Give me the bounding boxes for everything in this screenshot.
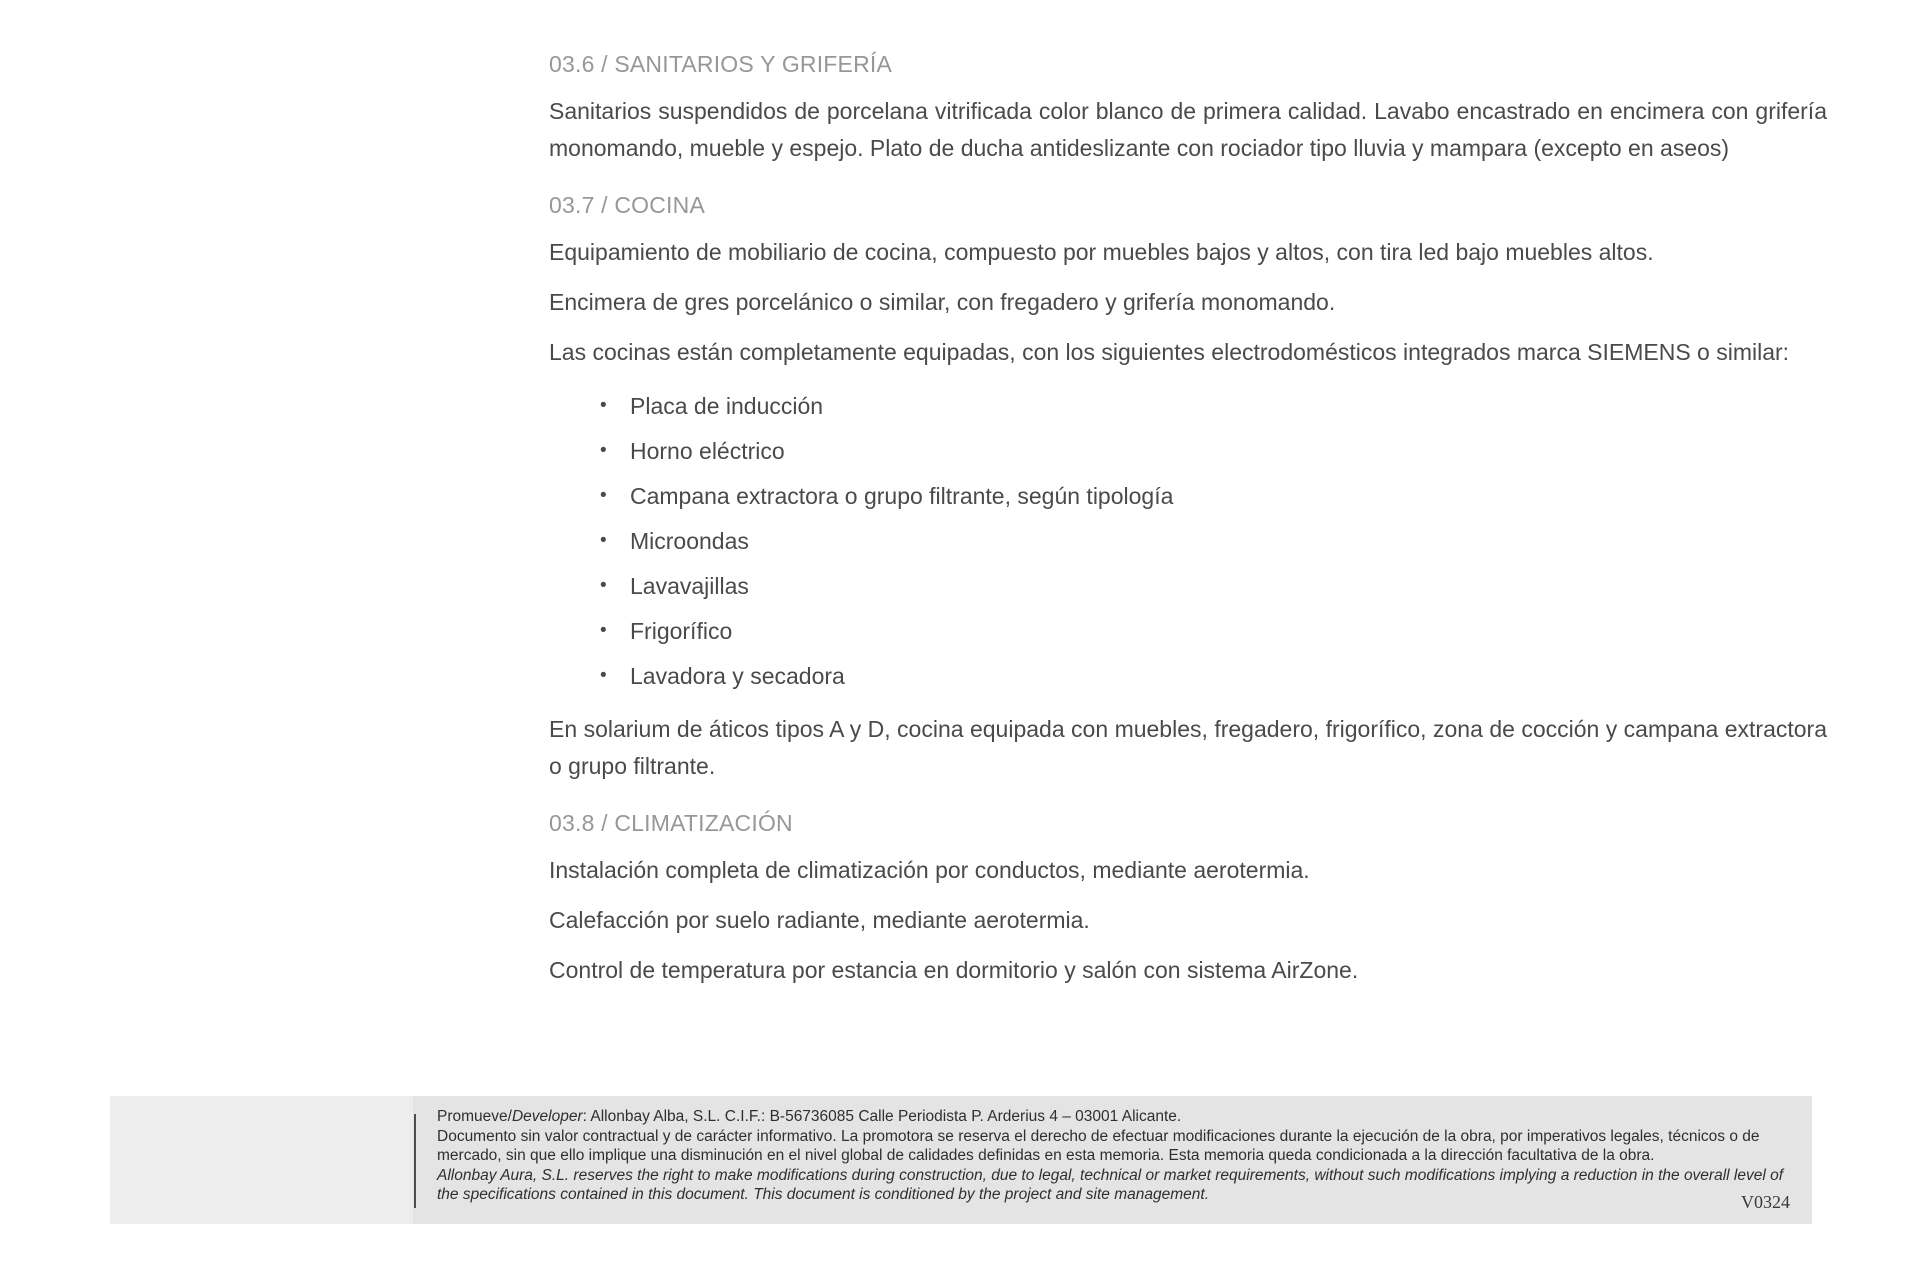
specifications-content xyxy=(549,0,1827,1002)
paragraph-cocina-mobiliario: Equipamiento de mobiliario de cocina, compuesto por muebles bajos y altos, con tira led bajo muebles altos. xyxy=(549,239,1654,265)
developer-line-italic: Developer xyxy=(511,1108,583,1125)
section-heading-climatizacion: 03.8 / CLIMATIZACIÓN xyxy=(549,810,793,836)
paragraph-clima-suelo-radiante: Calefacción por suelo radiante, mediante aerotermia. xyxy=(549,907,1090,933)
paragraph-clima-conductos: Instalación completa de climatización por conductos, mediante aerotermia. xyxy=(549,857,1310,883)
version-code: V0324 xyxy=(1741,1192,1790,1212)
developer-line-rest: : Allonbay Alba, S.L. C.I.F.: B-56736085 Calle Periodista P. Arderius 4 – 03001 Alicante. xyxy=(582,1108,1182,1125)
developer-line xyxy=(437,1107,1797,1127)
section-climatizacion xyxy=(549,809,1827,989)
list-item: • Frigorífico xyxy=(630,609,1827,654)
section-heading-sanitarios: 03.6 / SANITARIOS Y GRIFERÍA xyxy=(549,51,893,77)
developer-line-prefix: Promueve/ xyxy=(437,1108,512,1125)
paragraph-cocina-electrodomesticos: Las cocinas están completamente equipadas, con los siguientes electrodomésticos integrados marca SIEMENS o similar: xyxy=(549,339,1790,365)
list-item: • Lavavajillas xyxy=(630,564,1827,609)
paragraph-cocina-solarium: En solarium de áticos tipos A y D, cocina equipada con muebles, fregadero, frigorífico, zona de cocción y campana extractora o grupo filtrante. xyxy=(549,716,1827,779)
disclaimer-spanish: Documento sin valor contractual y de carácter informativo. La promotora se reserva el derecho de efectuar modificaciones durante la ejecución de la obra, por imperativos legales, técnicos o de mercado, sin que ello implique una disminución en el nivel global de calidades definidas en esta memoria. Esta memoria queda condicionada a la dirección facultativa de la obra. xyxy=(437,1127,1760,1164)
section-heading-cocina: 03.7 / COCINA xyxy=(549,192,705,218)
list-item: • Horno eléctrico xyxy=(630,429,1827,474)
list-item: • Campana extractora o grupo filtrante, según tipología xyxy=(630,474,1827,519)
footer-band-left xyxy=(110,1096,413,1224)
disclaimer-english: Allonbay Aura, S.L. reserves the right to make modifications during construction, due to legal, technical or market requirements, without such modifications implying a reduction in the overall level of the specifications contained in this document. This document is conditioned by the project and site management. xyxy=(437,1166,1784,1203)
section-cocina xyxy=(549,191,1827,785)
paragraph-clima-airzone: Control de temperatura por estancia en dormitorio y salón con sistema AirZone. xyxy=(549,957,1359,983)
footer-legal-text xyxy=(437,1107,1797,1205)
paragraph-sanitarios: Sanitarios suspendidos de porcelana vitrificada color blanco de primera calidad. Lavabo encastrado en encimera con grifería monomando, mueble y espejo. Plato de ducha antideslizante con rociador tipo lluvia y mampara (excepto en aseos) xyxy=(549,98,1827,161)
appliance-list xyxy=(549,384,1827,699)
paragraph-cocina-encimera: Encimera de gres porcelánico o similar, con fregadero y grifería monomando. xyxy=(549,289,1336,315)
section-sanitarios-y-griferia xyxy=(549,50,1827,167)
list-item: • Microondas xyxy=(630,519,1827,564)
list-item: • Placa de inducción xyxy=(630,384,1827,429)
footer-divider-line xyxy=(414,1114,416,1208)
list-item: • Lavadora y secadora xyxy=(630,654,1827,699)
